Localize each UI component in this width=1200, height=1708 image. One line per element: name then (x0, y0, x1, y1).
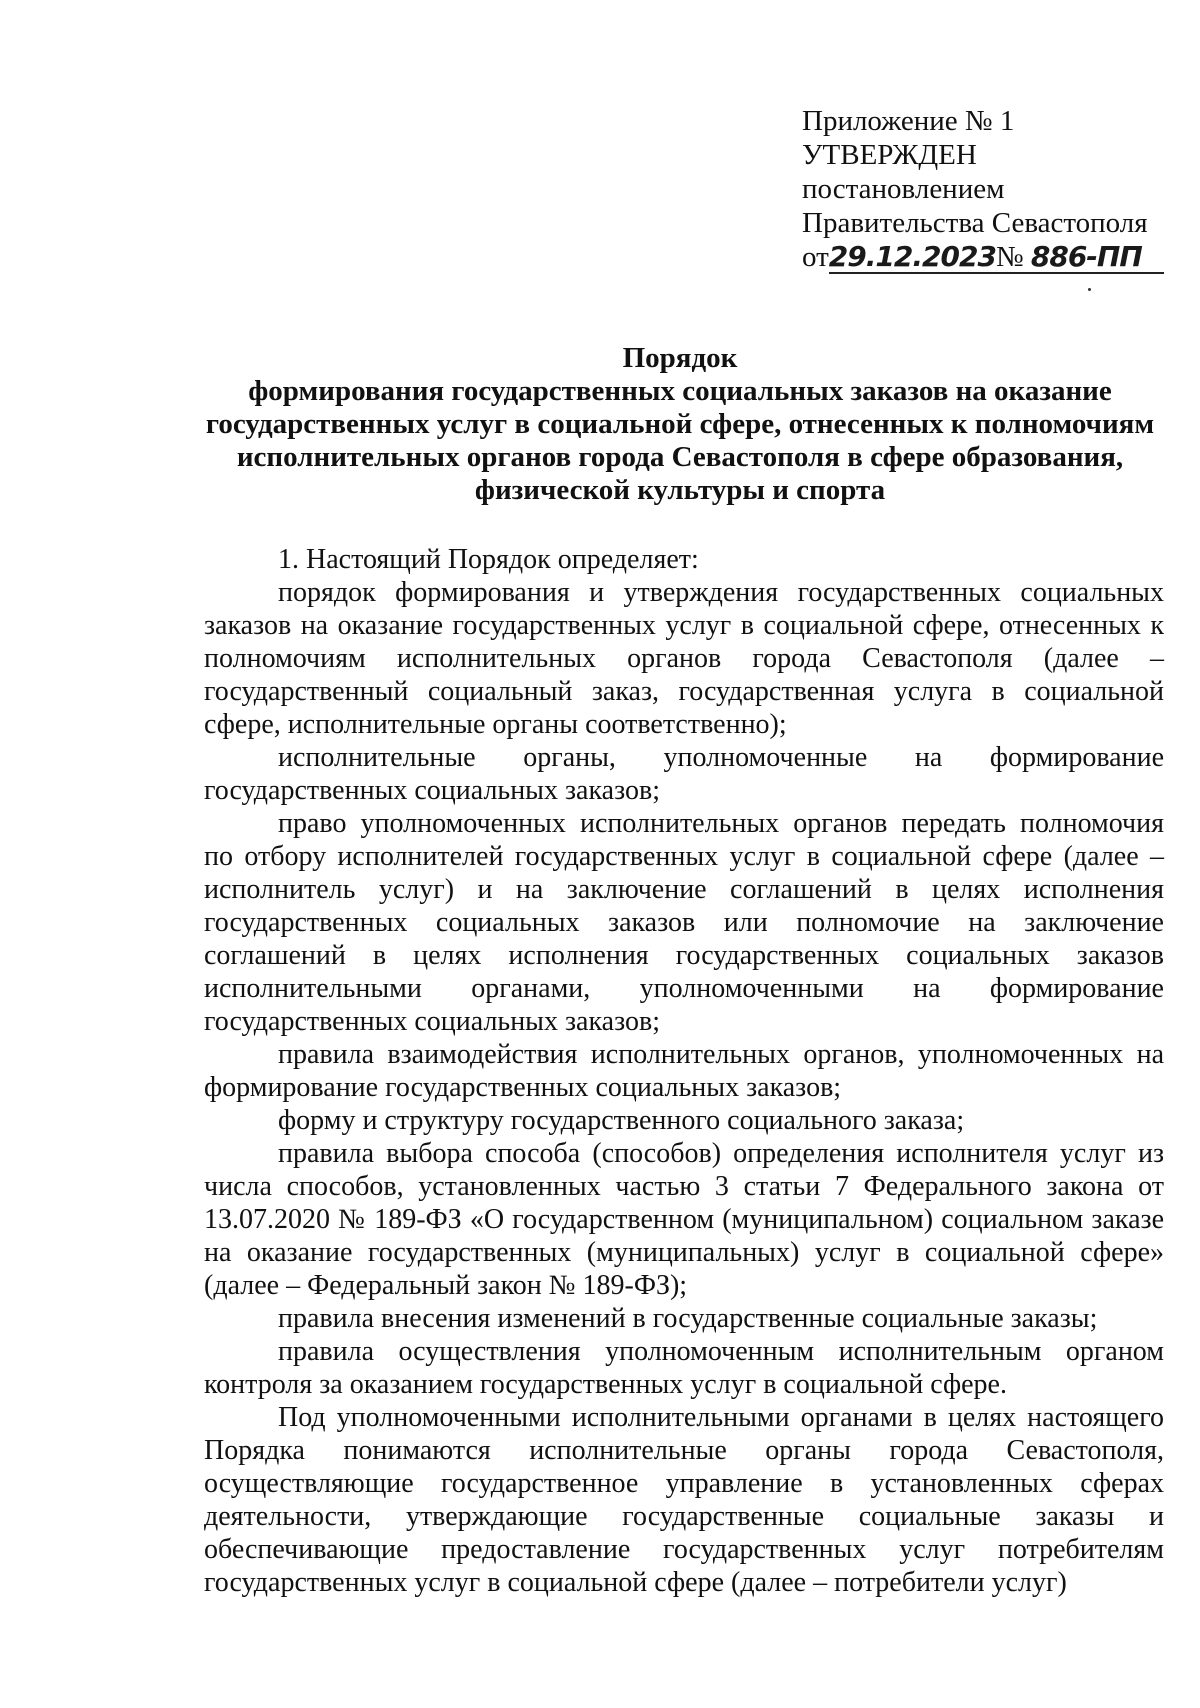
scan-speck (1088, 288, 1091, 291)
appendix-label: Приложение № 1 (802, 105, 1015, 137)
date-prefix: от (802, 241, 829, 273)
number-prefix: № (995, 241, 1024, 273)
government-label: Правительства Севастополя (802, 207, 1148, 239)
resolution-date-number (802, 240, 1162, 274)
handwritten-number: 886-ПП (1030, 240, 1142, 273)
paragraph: порядок формирования и утверждения государственных социальных заказов на оказание государственных услуг в социальной сфере, отнесенных к полномочиям исполнительных органов города Севастополя (далее – государственный социальный заказ, государственная услуга в социальной сфере, исполнительные органы соответственно); (204, 577, 1164, 740)
title-line-2: формирования государственных социальных заказов на оказание (248, 375, 1112, 407)
paragraph: исполнительные органы, уполномоченные на формирование государственных социальных заказов; (204, 742, 1164, 806)
title-line-3: государственных услуг в социальной сфере, отнесенных к полномочиям (205, 408, 1155, 440)
paragraph: право уполномоченных исполнительных органов передать полномочия по отбору исполнителей государственных услуг в социальной сфере (далее – исполнитель услуг) и на заключение соглашений в целях исполнения государственных социальных заказов или полномочие на заключение соглашений в целях исполнения государственных социальных заказов исполнительными органами, уполномоченными на формирование государственных социальных заказов; (204, 808, 1164, 1037)
approval-stamp-block (802, 104, 1162, 274)
approved-label: УТВЕРЖДЕН (802, 139, 977, 171)
title-line-4: исполнительных органов города Севастополя в сфере образования, (236, 441, 1124, 473)
paragraph: правила взаимодействия исполнительных органов, уполномоченных на формирование государственных социальных заказов; (204, 1039, 1164, 1103)
paragraph: правила осуществления уполномоченным исполнительным органом контроля за оказанием государственных услуг в социальной сфере. (204, 1336, 1164, 1400)
paragraph: правила выбора способа (способов) определения исполнителя услуг из числа способов, установленных частью 3 статьи 7 Федерального закона от 13.07.2020 № 189-ФЗ «О государственном (муниципальном) социальном заказе на оказание государственных (муниципальных) услуг в социальной сфере» (далее – Федеральный закон № 189-ФЗ); (204, 1138, 1164, 1301)
resolution-label: постановлением (802, 173, 1005, 205)
paragraph: 1. Настоящий Порядок определяет: (278, 544, 699, 575)
paragraph: Под уполномоченными исполнительными органами в целях настоящего Порядка понимаются исполнительные органы города Севастополя, осуществляющие государственное управление в установленных сферах деятельности, утверждающие государственные социальные заказы и обеспечивающие предоставление государственных услуг потребителям государственных услуг в социальной сфере (далее – потребители услуг) (204, 1402, 1164, 1598)
handwritten-date: 29.12.2023 (828, 240, 996, 273)
paragraph: правила внесения изменений в государственные социальные заказы; (278, 1303, 1098, 1334)
paragraph: форму и структуру государственного социального заказа; (278, 1105, 965, 1136)
title-line-5: физической культуры и спорта (474, 474, 886, 506)
document-title (160, 342, 1200, 507)
document-body (204, 543, 1164, 1599)
title-line-1: Порядок (622, 342, 738, 374)
